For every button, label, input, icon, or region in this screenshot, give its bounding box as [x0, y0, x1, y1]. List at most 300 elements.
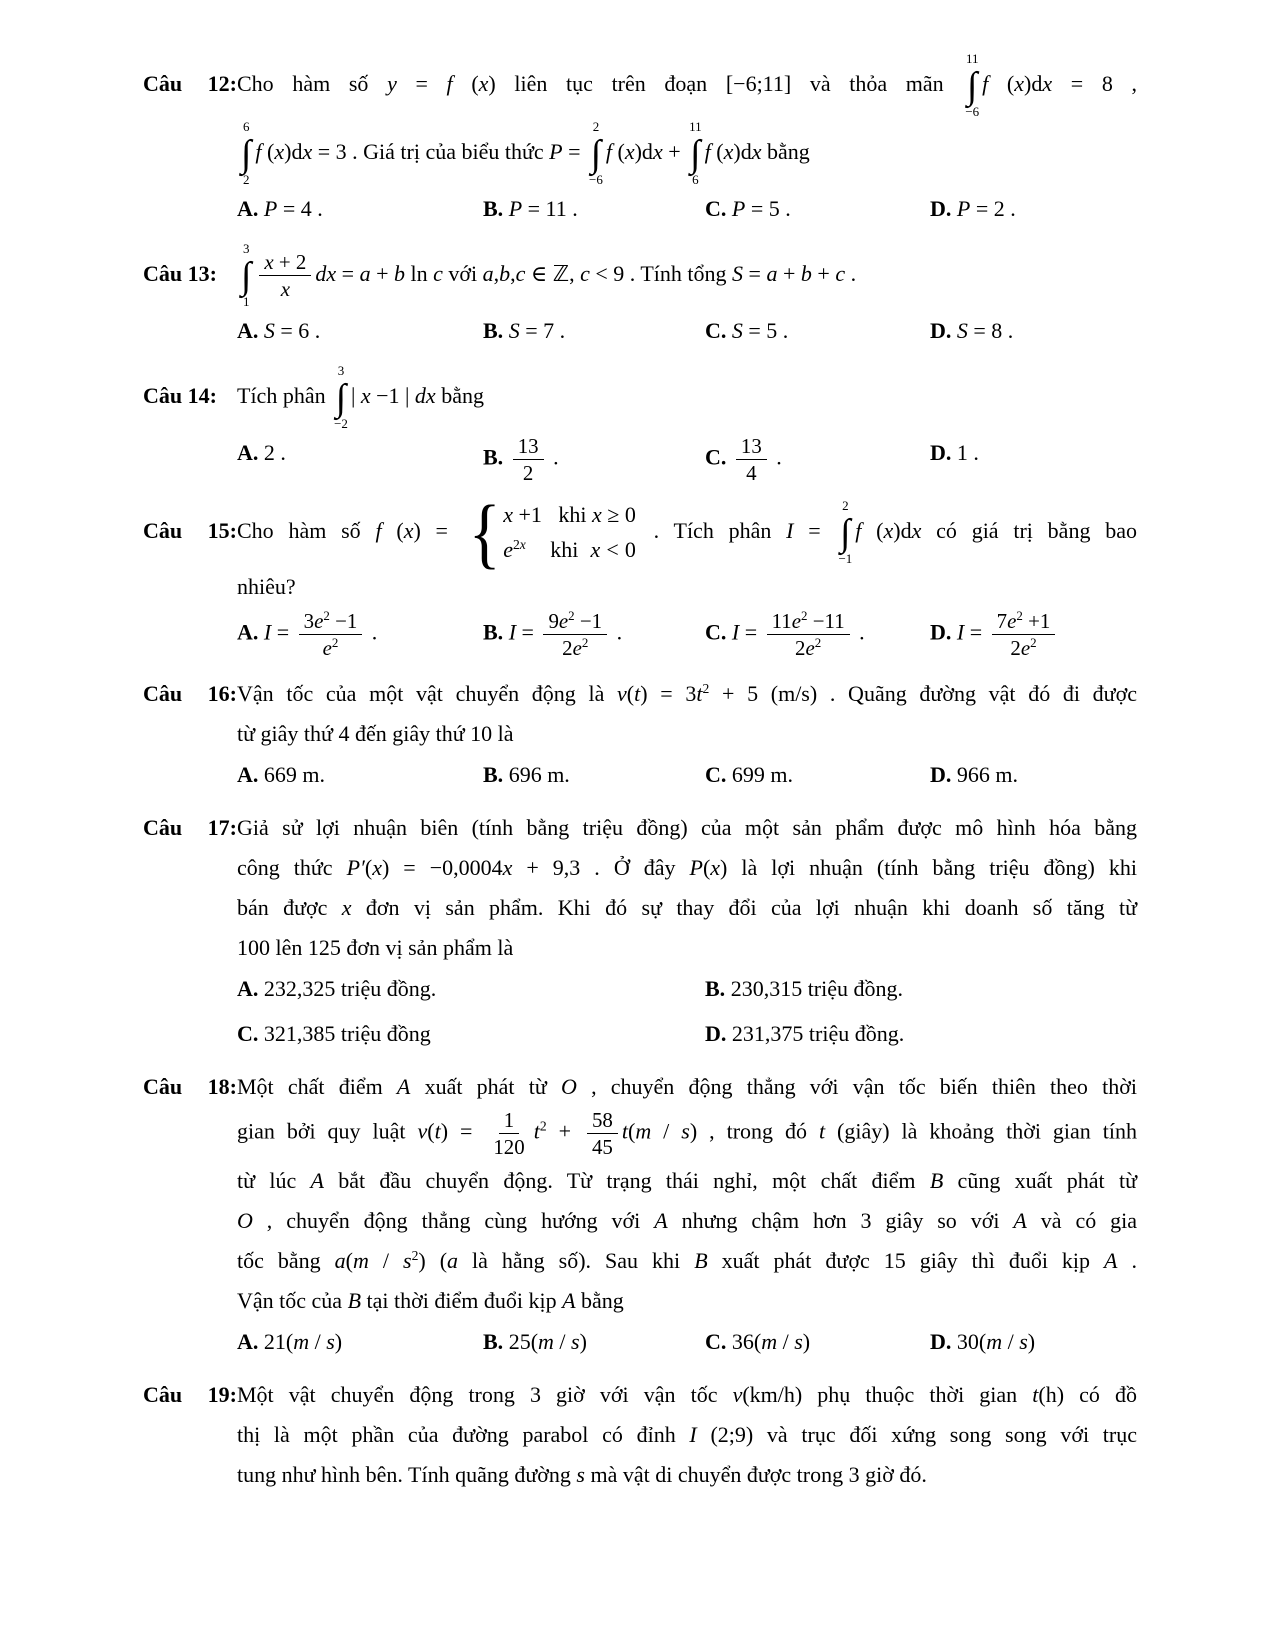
math-variable: s	[403, 1247, 412, 1273]
math-variable: x	[911, 517, 922, 543]
math-variable: S	[956, 317, 968, 343]
text-run: Tích phân	[237, 382, 332, 408]
text-run: −1	[329, 608, 358, 633]
math-variable: s	[576, 1461, 585, 1487]
option-letter: A.	[237, 195, 259, 221]
fraction-numerator	[587, 1107, 618, 1134]
math-variable: m	[293, 1328, 310, 1354]
question-line	[143, 808, 1137, 848]
text-run: ,	[493, 260, 500, 286]
option-A	[237, 608, 483, 661]
text-run: +	[777, 260, 801, 286]
question-line	[237, 567, 1137, 607]
text-run: 2	[539, 1118, 547, 1134]
text-run: bán được	[237, 895, 342, 921]
option-letter: A.	[237, 976, 259, 1002]
question-line	[143, 51, 1137, 120]
math-variable: b	[499, 260, 511, 286]
math-variable: x	[1042, 70, 1053, 96]
math-variable: x	[302, 138, 313, 164]
option-letter: C.	[705, 619, 727, 645]
superscript	[540, 1119, 547, 1134]
text-run: (h) có đồ	[1038, 1381, 1138, 1407]
fraction	[767, 608, 850, 661]
text-run: (	[452, 70, 479, 96]
math-variable: v	[617, 680, 627, 706]
question-line	[237, 714, 1137, 754]
text-run: =	[396, 70, 447, 96]
question-line	[237, 888, 1137, 928]
math-variable: B	[694, 1247, 708, 1273]
math-variable: A	[1013, 1207, 1027, 1233]
text-run: (	[988, 70, 1015, 96]
math-variable: x	[280, 277, 291, 302]
option-D	[930, 433, 1137, 486]
text-run: 11	[771, 608, 792, 633]
text-run: =	[739, 619, 763, 645]
math-variable: x	[710, 855, 721, 881]
text-run: 36(	[731, 1328, 762, 1354]
fraction	[259, 249, 311, 302]
math-variable: A	[396, 1074, 411, 1100]
option-B	[705, 969, 1137, 1009]
text-run: (	[710, 138, 724, 164]
text-run: gian bởi quy luật	[237, 1118, 418, 1144]
question-line	[143, 1067, 1137, 1107]
math-variable: m	[538, 1328, 554, 1354]
option-letter: D.	[930, 1328, 952, 1354]
option-letter: C.	[705, 1328, 727, 1354]
text-run: (	[626, 680, 635, 706]
math-variable: B	[929, 1167, 944, 1193]
text-run: cũng xuất phát từ	[943, 1167, 1138, 1193]
text-run: = 4 .	[277, 195, 323, 221]
options-group	[237, 433, 1137, 486]
math-variable: b	[800, 260, 812, 286]
math-variable: S	[508, 317, 520, 343]
integral-lower-limit: −2	[334, 415, 348, 431]
text-run: .	[845, 260, 857, 286]
text-run: Một vật chuyển động trong 3 giờ với vận tốc	[237, 1381, 733, 1407]
option-letter: B.	[483, 619, 504, 645]
text-run: 100 lên 125 đơn vị sản phẩm là	[237, 935, 514, 961]
question-line	[143, 362, 1137, 432]
text-run: nhưng chậm hơn 3 giây so với	[667, 1207, 1014, 1233]
text-run: −1 |	[370, 382, 415, 408]
text-run: 1	[503, 1108, 515, 1133]
text-run: ) =	[413, 517, 463, 543]
text-run: 2	[512, 537, 520, 553]
option-C	[705, 311, 930, 351]
option-D	[930, 1322, 1137, 1362]
option-letter: C.	[705, 195, 727, 221]
option-letter: B.	[483, 1328, 504, 1354]
options-group	[237, 189, 1137, 229]
option-C	[705, 433, 930, 486]
text-run: 2	[814, 635, 822, 651]
option-letter: A.	[237, 1328, 259, 1354]
integral-icon: ∫	[840, 511, 851, 554]
integral-upper-limit: 6	[242, 118, 250, 134]
text-run: 2	[702, 680, 710, 696]
option-letter: D.	[930, 317, 952, 343]
option-C	[705, 755, 930, 795]
text-run: 2	[581, 635, 589, 651]
superscript	[332, 635, 338, 650]
text-run: đơn vị sản phẩm. Khi đó sự thay đổi của lợi nhuận khi doanh số tăng từ	[351, 895, 1137, 921]
integral	[689, 120, 702, 188]
text-run: (	[345, 1247, 353, 1273]
text-run: Một chất điểm	[237, 1074, 397, 1100]
integral	[965, 52, 979, 120]
math-variable: x	[590, 537, 601, 563]
math-variable: a	[766, 260, 778, 286]
option-letter: A.	[237, 619, 259, 645]
text-run: và có gia	[1026, 1207, 1138, 1233]
case-rows	[503, 502, 636, 564]
fraction-denominator	[1005, 635, 1041, 661]
text-run: +1 khi	[512, 501, 592, 527]
math-variable: x	[723, 138, 734, 164]
text-run: từ lúc	[237, 1167, 311, 1193]
text-run: 321,385 triệu đồng	[263, 1021, 431, 1047]
integral	[589, 120, 603, 188]
option-A	[237, 1322, 483, 1362]
fraction-numerator	[259, 249, 311, 276]
math-variable: f	[855, 517, 862, 543]
text-run: 45	[591, 1135, 613, 1160]
option-B	[483, 311, 705, 351]
text-run: =	[743, 260, 767, 286]
integral-icon: ∫	[690, 132, 701, 175]
math-variable: O	[237, 1207, 253, 1233]
text-run: 120	[493, 1135, 525, 1160]
math-variable: x	[403, 517, 414, 543]
text-run: + 2	[273, 250, 307, 275]
option-letter: C.	[237, 1021, 259, 1047]
text-run: /	[368, 1247, 403, 1273]
math-variable: x	[502, 855, 513, 881]
option-A	[237, 755, 483, 795]
math-variable: t	[1032, 1381, 1039, 1407]
math-variable: c	[835, 260, 846, 286]
text-run: |	[350, 382, 361, 408]
question-label: Câu 19:	[143, 1381, 237, 1407]
integral-lower-limit: −1	[838, 550, 853, 566]
text-run: ) =	[440, 1118, 485, 1144]
math-variable: f	[704, 138, 711, 164]
math-variable: I	[786, 517, 794, 543]
fraction-numerator	[513, 433, 544, 460]
integral-upper-limit: 2	[592, 118, 600, 134]
math-variable: f	[375, 517, 382, 543]
math-variable: e	[572, 635, 582, 660]
math-variable: P	[956, 195, 971, 221]
text-run: .	[853, 619, 865, 645]
text-run: (	[861, 517, 884, 543]
math-variable: P′	[346, 855, 365, 881]
math-variable: t	[533, 1118, 540, 1144]
question-line	[237, 1455, 1137, 1495]
option-letter: D.	[930, 195, 952, 221]
question-label: Câu 14:	[143, 382, 217, 408]
option-letter: B.	[483, 762, 504, 788]
question	[143, 808, 1137, 1054]
option-letter: D.	[930, 619, 952, 645]
text-run: 2 .	[263, 439, 286, 465]
question	[143, 51, 1137, 229]
text-run: 30(	[956, 1328, 987, 1354]
math-variable: e	[805, 635, 815, 660]
option-B	[483, 1322, 705, 1362]
text-run: )d	[634, 138, 653, 164]
math-variable: dx	[414, 382, 436, 408]
math-variable: x	[652, 138, 663, 164]
superscript	[1030, 635, 1036, 650]
math-variable: A	[310, 1167, 324, 1193]
text-run: =	[964, 619, 988, 645]
math-variable: P	[263, 195, 278, 221]
options-group	[237, 311, 1137, 351]
option-letter: A.	[237, 762, 259, 788]
text-run: bằng	[761, 138, 810, 164]
text-run: 231,375 triệu đồng.	[731, 1021, 905, 1047]
math-variable: P	[549, 138, 563, 164]
text-run: = 2 .	[970, 195, 1016, 221]
text-run: + 9,3 . Ở đây	[512, 855, 690, 881]
math-variable: f	[255, 138, 262, 164]
text-run: 13	[517, 433, 539, 458]
math-variable: t	[621, 1118, 628, 1144]
math-variable: s	[571, 1328, 580, 1354]
math-variable: x	[519, 537, 526, 553]
question	[143, 240, 1137, 351]
fraction	[587, 1107, 618, 1160]
integral-lower-limit: 6	[692, 171, 699, 187]
text-run: (	[628, 1118, 636, 1144]
question-label: Câu 17:	[143, 815, 237, 841]
math-variable: x	[478, 70, 489, 96]
text-run: =	[336, 260, 360, 286]
text-run: = 11 .	[522, 195, 578, 221]
option-A	[237, 969, 705, 1009]
integral	[240, 242, 252, 310]
option-letter: A.	[237, 439, 259, 465]
text-run: )	[802, 1328, 811, 1354]
math-variable: P	[731, 195, 746, 221]
math-variable: m	[635, 1118, 652, 1144]
math-variable: I	[263, 619, 272, 645]
math-variable: x	[883, 517, 894, 543]
math-variable: x	[372, 855, 382, 881]
integral-lower-limit: −6	[589, 171, 603, 187]
text-run: /	[553, 1328, 572, 1354]
text-run: , chuyển động thẳng cùng hướng với	[252, 1207, 655, 1233]
text-run: ) = 3	[640, 680, 697, 706]
math-variable: A	[654, 1207, 668, 1233]
math-variable: I	[689, 1421, 697, 1447]
text-run: (	[261, 138, 275, 164]
integral-lower-limit: 1	[242, 293, 250, 309]
option-B	[483, 433, 705, 486]
question	[143, 674, 1137, 795]
question-label: Câu 15:	[143, 517, 237, 543]
text-run: −1	[574, 608, 603, 633]
question	[143, 1067, 1138, 1361]
text-run: 4	[746, 460, 757, 485]
math-variable: e	[503, 537, 513, 563]
math-variable: a	[482, 260, 494, 286]
text-run: ) , trong đó	[689, 1118, 819, 1144]
text-run: công thức	[237, 855, 347, 881]
fraction-denominator	[557, 635, 593, 661]
text-run: 2	[795, 635, 806, 660]
text-run: Cho hàm số	[237, 517, 376, 543]
text-run: 3	[303, 608, 315, 633]
fraction-numerator	[499, 1107, 519, 1134]
text-run: bằng	[575, 1287, 624, 1313]
fraction	[299, 608, 363, 661]
fraction-numerator	[543, 608, 607, 635]
text-run: )	[1027, 1328, 1036, 1354]
math-variable: x	[592, 501, 602, 527]
text-run: 25(	[508, 1328, 539, 1354]
math-variable: t	[434, 1118, 441, 1144]
option-D	[930, 189, 1137, 229]
text-run: 9	[548, 608, 559, 633]
text-run: ,	[569, 260, 581, 286]
option-B	[483, 189, 705, 229]
question-line	[237, 120, 1137, 188]
math-variable: y	[387, 70, 397, 96]
text-run: .	[770, 444, 782, 470]
question-line	[237, 848, 1137, 888]
integral-upper-limit: 11	[689, 118, 702, 134]
options-group	[237, 1322, 1137, 1362]
text-run: )d	[284, 138, 303, 164]
math-variable: x	[1014, 70, 1025, 96]
options-group	[237, 608, 1137, 661]
math-variable: dx	[315, 260, 337, 286]
text-run: khi	[525, 537, 591, 563]
math-variable: f	[982, 70, 989, 96]
math-variable: a	[447, 1247, 459, 1273]
text-run: +	[662, 138, 687, 164]
fraction	[992, 608, 1056, 661]
text-run: (	[364, 855, 373, 881]
math-variable: x	[274, 138, 285, 164]
fraction-denominator	[790, 635, 826, 661]
math-variable: m	[986, 1328, 1003, 1354]
math-variable: s	[1019, 1328, 1028, 1354]
math-variable: x	[360, 382, 371, 408]
question-label: Câu 12:	[143, 70, 237, 96]
math-variable: e	[791, 608, 802, 633]
math-variable: x	[264, 250, 274, 275]
text-run: .	[547, 444, 559, 470]
text-run: ,	[510, 260, 516, 286]
text-run: = 6 .	[274, 317, 321, 343]
text-run: = 5 .	[745, 195, 791, 221]
text-run: 2	[1030, 635, 1037, 651]
text-run: 58	[591, 1108, 613, 1133]
text-run: ) (	[418, 1247, 448, 1273]
text-run: từ giây thứ 4 đến giây thứ 10 là	[237, 721, 514, 746]
fraction-denominator	[518, 460, 538, 486]
math-variable: e	[314, 608, 324, 633]
math-variable: x	[341, 895, 352, 921]
text-run: =	[793, 517, 836, 543]
text-run: = 3 . Giá trị của biểu thức	[312, 138, 550, 164]
option-letter: B.	[483, 444, 504, 470]
math-variable: t	[696, 680, 703, 706]
math-variable: a	[359, 260, 371, 286]
text-run: bắt đầu chuyển động. Từ trạng thái nghỉ, một chất điểm	[323, 1167, 930, 1193]
option-letter: D.	[930, 439, 952, 465]
fraction-denominator	[587, 1134, 618, 1160]
text-run: 699 m.	[731, 762, 794, 788]
text-run: , chuyển động thẳng với vận tốc biến thiên theo thời	[576, 1074, 1137, 1100]
math-variable: m	[761, 1328, 778, 1354]
question-line	[143, 488, 1137, 576]
math-variable: I	[508, 619, 517, 645]
fraction-denominator	[318, 635, 344, 661]
math-variable: m	[352, 1247, 369, 1273]
math-variable: B	[347, 1287, 362, 1313]
option-C	[705, 189, 930, 229]
text-run: +	[811, 260, 836, 286]
fraction-numerator	[767, 608, 850, 635]
text-run: (	[702, 855, 711, 881]
text-run: +	[370, 260, 394, 286]
option-letter: C.	[705, 444, 727, 470]
text-run: ∈	[525, 260, 553, 286]
case-row	[503, 502, 636, 528]
option-A	[237, 189, 483, 229]
text-run: ln	[405, 260, 434, 286]
math-variable: s	[794, 1328, 803, 1354]
question-line	[237, 1161, 1137, 1201]
text-run: +1	[1022, 608, 1051, 633]
text-run: ≥ 0	[601, 501, 636, 527]
question	[143, 362, 1137, 486]
option-D	[930, 311, 1137, 351]
text-run: )d	[733, 138, 752, 164]
options-group	[237, 969, 1137, 1054]
math-variable: S	[263, 317, 275, 343]
math-variable: e	[322, 635, 332, 660]
superscript	[815, 635, 821, 650]
math-variable: c	[515, 260, 526, 286]
text-run: 7	[996, 608, 1008, 633]
question-line	[237, 928, 1137, 968]
integral-lower-limit: −6	[965, 103, 980, 119]
text-run: có giá trị bằng bao	[921, 517, 1137, 543]
option-letter: D.	[930, 762, 952, 788]
text-run: /	[651, 1118, 682, 1144]
option-letter: A.	[237, 317, 259, 343]
integral-icon: ∫	[967, 64, 978, 107]
text-run: ) = −0,0004	[381, 855, 503, 881]
text-run: (	[381, 517, 404, 543]
integral-upper-limit: 11	[965, 51, 979, 66]
text-run: < 0	[600, 537, 636, 563]
option-letter: B.	[483, 195, 504, 221]
integral-upper-limit: 3	[337, 362, 345, 378]
question-line	[237, 1201, 1137, 1241]
text-run: < 9 . Tính tổng	[589, 260, 733, 286]
text-run: =	[271, 619, 295, 645]
